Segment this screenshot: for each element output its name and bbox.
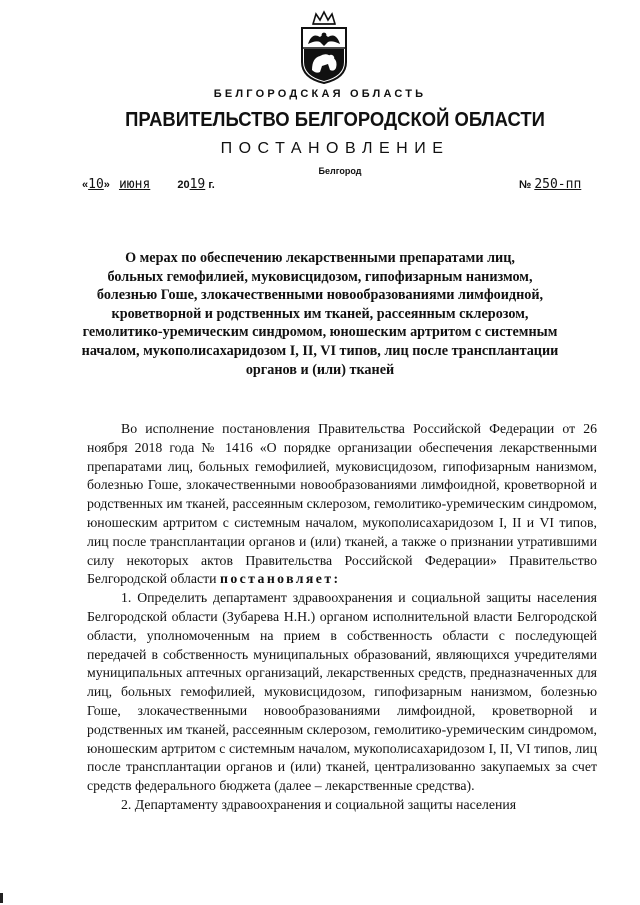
- document-number: [519, 177, 581, 192]
- date-day: 10: [88, 177, 104, 192]
- date-year-unit: г.: [208, 179, 215, 191]
- title-line: болезнью Гоше, злокачественными новообразованиями лимфоидной,: [96, 287, 544, 304]
- government-name: ПРАВИТЕЛЬСТВО БЕЛГОРОДСКОЙ ОБЛАСТИ: [125, 108, 545, 131]
- title-line: гемолитико-уремическим синдромом, юношеским артритом с системным: [82, 324, 558, 341]
- city-name: Белгород: [318, 166, 362, 176]
- document-body: [87, 420, 597, 815]
- number-label: №: [519, 179, 532, 191]
- document-date: [82, 177, 215, 192]
- document-title: [78, 249, 562, 379]
- scan-edge-mark: [0, 893, 3, 903]
- date-close-quote: »: [103, 179, 110, 191]
- decrees-keyword: постановляет:: [220, 571, 341, 587]
- title-line: О мерах по обеспечению лекарственными препаратами лиц,: [125, 250, 515, 266]
- coat-of-arms-icon: [296, 10, 352, 86]
- item-2-paragraph: 2. Департаменту здравоохранения и социальной защиты населения: [121, 796, 517, 812]
- date-year-suffix: 19: [189, 177, 206, 192]
- region-name: БЕЛГОРОДСКАЯ ОБЛАСТЬ: [213, 88, 427, 100]
- title-line: больных гемофилией, муковисцидозом, гипофизарным нанизмом,: [107, 268, 533, 285]
- intro-text: Во исполнение постановления Правительства Российской Федерации от 26 ноября 2018 года № 1416 «О порядке организации обеспечения лекарственными препаратами лиц, больных гемофилией, муковисцидозом, гипофизарным нанизмом, болезнью Гоше, злокачественными новообразованиями лимфоидной, кроветворной и родственных им тканей, рассеянным склерозом, гемолитико-уремическим синдромом, юношеским артритом с системным началом, мукополисахаридозом I, II и VI типов, лиц после трансплантации органов и (или) тканей, а также о признании утратившими силу некоторых актов Правительства Российской Федерации» Правительство Белгородской области: [87, 421, 597, 587]
- title-line: органов и (или) тканей: [245, 361, 395, 378]
- title-line: началом, мукополисахаридозом I, II, VI типов, лиц после трансплантации: [81, 342, 559, 359]
- number-value: 250-пп: [534, 177, 582, 192]
- title-line: кроветворной и родственных им тканей, рассеянным склерозом,: [111, 305, 529, 322]
- date-open-quote: «: [82, 179, 89, 191]
- intro-paragraph: [87, 420, 597, 589]
- date-year-prefix: 20: [177, 179, 190, 191]
- item-1-paragraph: 1. Определить департамент здравоохранения и социальной защиты населения Белгородской области (Зубарева Н.Н.) органом исполнительной власти Белгородской области, уполномоченным на прием в собственность области с последующей передачей в собственность муниципальных образований, являющихся учредителями муниципальных аптечных организаций, лекарственных средств, предназначенных для лиц, больных гемофилией, муковисцидозом, гипофизарным нанизмом, болезнью Гоше, злокачественными новообразованиями лимфоидной, кроветворной и родственных им тканей, рассеянным склерозом, гемолитико-уремическим синдромом, юношеским артритом с системным началом, мукополисахаридозом I, II, VI типов, лиц после трансплантации органов и (или) тканей, централизованно закупаемых за счет средств федерального бюджета (далее – лекарственные средства).: [87, 590, 597, 794]
- date-month: июня: [118, 177, 151, 192]
- document-type: ПОСТАНОВЛЕНИЕ: [220, 140, 450, 157]
